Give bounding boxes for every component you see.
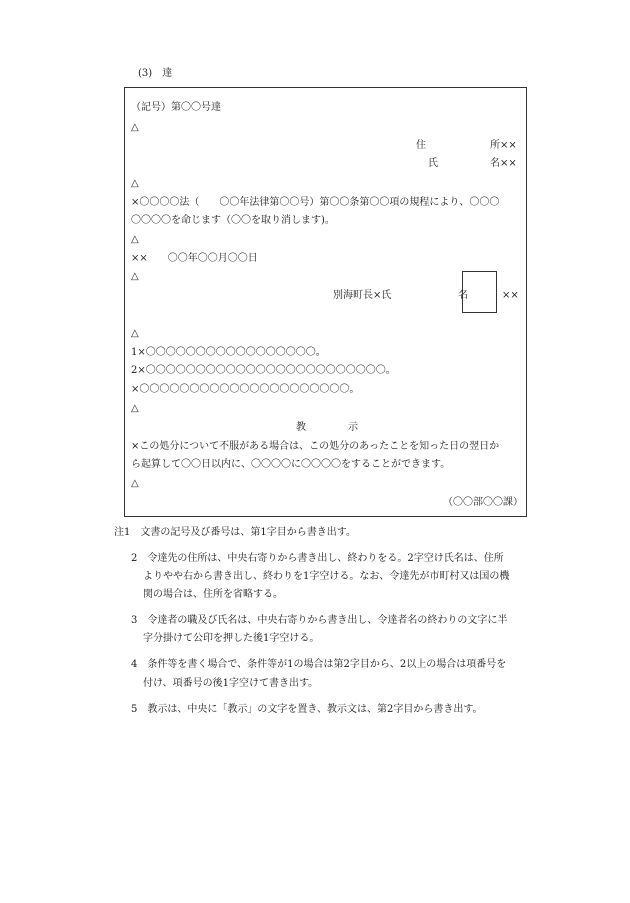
condition-item: 1×〇〇〇〇〇〇〇〇〇〇〇〇〇〇〇〇〇。 (131, 347, 326, 358)
note-2-line: 2 令達先の住所は、中央右寄りから書き出し、終わりをる。2字空け氏名は、住所 (131, 553, 504, 564)
note-4-line: 付け、項番号の後1字空けて書き出す。 (143, 678, 319, 689)
blank-marker: △ (131, 234, 139, 245)
note-4-line: 4 条件等を書く場合で、条件等が1の場合は第2字目から、2以上の場合は項番号を (131, 659, 507, 670)
recipient-address-value: 所×× (490, 140, 517, 151)
instruction-heading-b: 示 (348, 422, 358, 433)
issuer-name: 名 (458, 290, 468, 301)
issuer-title: 別海町長×氏 (333, 290, 392, 301)
official-seal-frame (462, 271, 497, 313)
blank-marker: △ (131, 271, 139, 282)
issue-date: ×× 〇〇年〇〇月〇〇日 (131, 253, 258, 264)
department: （〇〇部〇〇課） (443, 497, 523, 508)
note-2-line: 関の場合は、住所を省略する。 (143, 589, 283, 600)
body-line: ×〇〇〇〇法（ 〇〇年法律第〇〇号）第〇〇条第〇〇項の規程により、〇〇〇 (131, 197, 500, 208)
blank-marker: △ (131, 122, 139, 133)
blank-marker: △ (131, 478, 139, 489)
issuer-name-tail: ×× (502, 290, 519, 301)
body-line: 〇〇〇〇を命じます（〇〇を取り消します)。 (131, 215, 335, 226)
note-3-line: 3 令達者の職及び氏名は、中央右寄りから書き出し、令達者名の終わりの文字に半 (131, 615, 508, 626)
instruction-text: ら起算して〇〇日以内に、〇〇〇〇に〇〇〇〇をすることができます。 (131, 459, 451, 470)
instruction-text: ×この処分について不服がある場合は、この処分のあったことを知った日の翌日か (131, 441, 500, 452)
note-3-line: 字分掛けて公印を押した後1字空ける。 (143, 633, 320, 644)
recipient-address-label: 住 (416, 140, 426, 151)
note-1: 注1 文書の記号及び番号は、第1字目から書き出す。 (114, 527, 356, 538)
section-title: (3) 達 (138, 68, 173, 79)
blank-marker: △ (131, 328, 139, 339)
document-number: （記号）第〇〇号達 (131, 102, 221, 113)
note-2-line: よりやや右から書き出し、終わりを1字空ける。なお、令達先が市町村又は国の機 (143, 571, 510, 582)
blank-marker: △ (131, 178, 139, 189)
condition-item: ×〇〇〇〇〇〇〇〇〇〇〇〇〇〇〇〇〇〇〇〇〇。 (131, 384, 360, 395)
recipient-name-label: 氏 (428, 158, 438, 169)
note-5: 5 教示は、中央に「教示」の文字を置き、教示文は、第2字目から書き出す。 (131, 704, 483, 715)
condition-item: 2×〇〇〇〇〇〇〇〇〇〇〇〇〇〇〇〇〇〇〇〇〇〇〇〇。 (131, 365, 396, 376)
recipient-name-value: 名×× (490, 158, 517, 169)
blank-marker: △ (131, 403, 139, 414)
instruction-heading-a: 教 (296, 422, 306, 433)
